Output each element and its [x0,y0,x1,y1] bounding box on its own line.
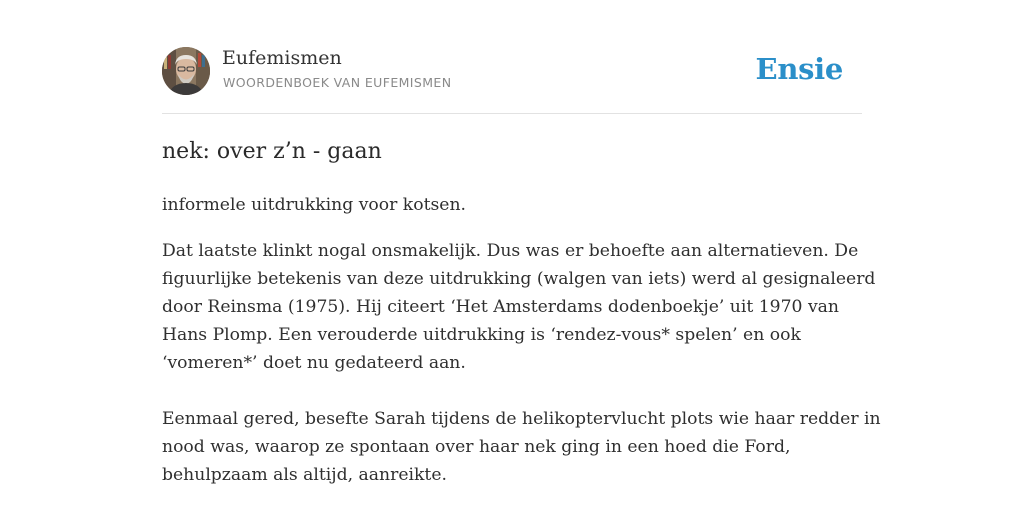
author-name[interactable]: Eufemismen [222,47,342,69]
text-line: figuurlijke betekenis van deze uitdrukking (walgen van iets) werd al gesignaleerd [162,269,876,289]
ensie-logo[interactable]: Ensie [755,52,843,86]
text-line: door Reinsma (1975). Hij citeert ‘Het Amsterdams dodenboekje’ uit 1970 van [162,297,839,317]
text-line: Hans Plomp. Een verouderde uitdrukking is ‘rendez-vous* spelen’ en ook [162,325,801,345]
paragraph-explanation [162,237,876,377]
text-line: Dat laatste klinkt nogal onsmakelijk. Dus was er behoefte aan alternatieven. De [162,241,859,261]
text-line: behulpzaam als altijd, aanreikte. [162,465,447,485]
entry-body [162,237,881,489]
text-line: nood was, waarop ze spontaan over haar nek ging in een hoed die Ford, [162,437,791,457]
paragraph-gap [162,377,862,405]
portrait-avatar-icon[interactable] [162,47,210,95]
paragraph-example [162,405,881,489]
text-line: ‘vomeren*’ doet nu gedateerd aan. [162,353,466,373]
entry-definition: informele uitdrukking voor kotsen. [162,195,466,215]
author-subtitle[interactable]: WOORDENBOEK VAN EUFEMISMEN [223,75,452,90]
header [162,0,862,114]
page [162,0,881,485]
entry-title: nek: over z’n - gaan [162,139,382,164]
text-line: Eenmaal gered, besefte Sarah tijdens de helikoptervlucht plots wie haar redder in [162,409,881,429]
